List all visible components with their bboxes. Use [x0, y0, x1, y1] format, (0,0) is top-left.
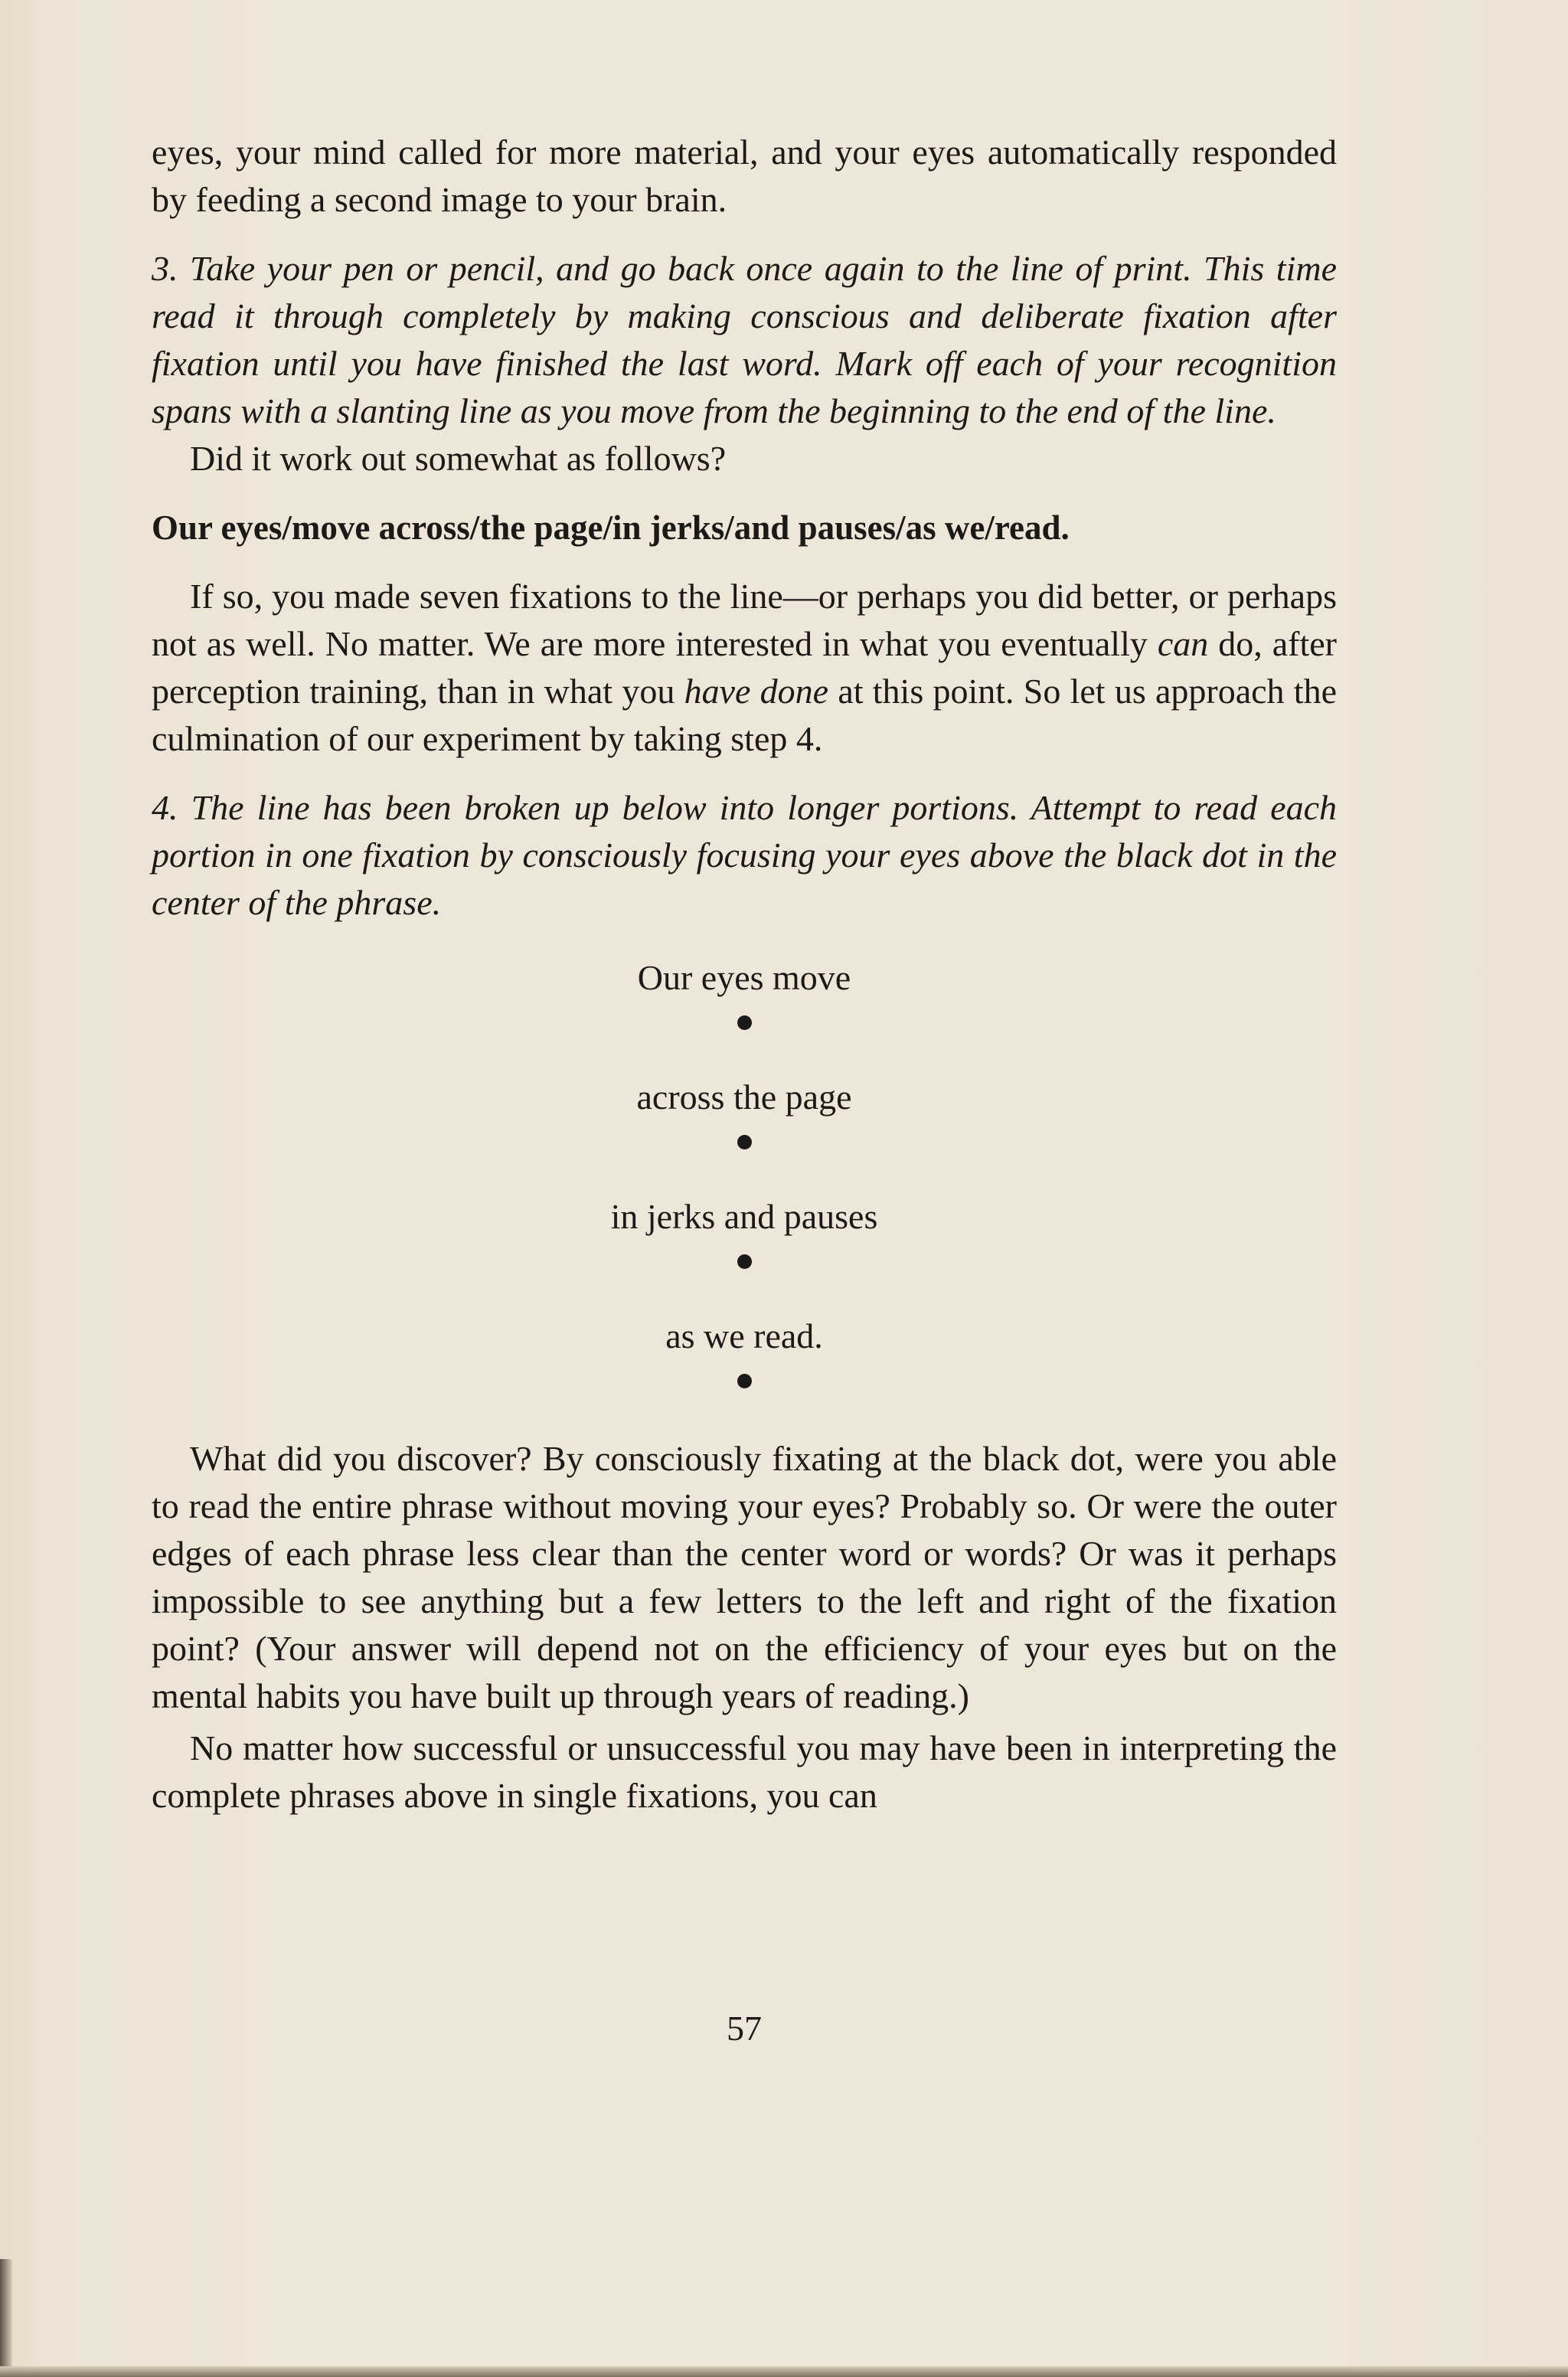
phrase-exercise: [152, 954, 1337, 1432]
phrase-4: as we read.: [665, 1316, 823, 1355]
phrase-3: in jerks and pauses: [610, 1197, 878, 1236]
fixation-dot-row: [152, 1002, 1337, 1074]
fixation-dot-icon: [737, 1135, 752, 1149]
emphasis-can: can: [1157, 624, 1209, 663]
example-line-marked: Our eyes/move across/the page/in jerks/and pauses/as we/read.: [152, 508, 1070, 547]
phrase-2: across the page: [636, 1077, 852, 1117]
page-number: 57: [727, 2009, 762, 2048]
text-run: If so, you made seven fixations to the line—or perhaps you did better, or perhaps not as well. No matter. We are more interested in what you eventually: [152, 577, 1337, 663]
fixation-dot-icon: [737, 1254, 752, 1269]
paragraph-fixations: [152, 573, 1337, 763]
paragraph-discover: What did you discover? By consciously fixating at the black dot, were you able to read the entire phrase without moving your eyes? Probably so. Or were the outer edges of each phrase less clear than the center word or words? Or was it perhaps impossible to see anything but a few letters to the left and right of the fixation point? (Your answer will depend not on the efficiency of your eyes but on the mental habits you have built up through years of reading.): [152, 1439, 1337, 1715]
page-shadow-bottom: [0, 2366, 1568, 2377]
text-run: do, after perception training, than in what you: [152, 624, 1337, 711]
fixation-dot-row: [152, 1121, 1337, 1193]
fixation-dot-icon: [737, 1374, 752, 1388]
paragraph-step-3: 3. Take your pen or pencil, and go back once again to the line of print. This time read it through completely by making conscious and deliberate fixation after fixation until you have finished the last word. Mark off each of your recognition spans with a slanting line as you move from the beginning to the end of the line.: [152, 249, 1337, 430]
fixation-dot-icon: [737, 1015, 752, 1030]
paragraph-continuation: eyes, your mind called for more material, and your eyes automatically responded by feeding a second image to your brain.: [152, 132, 1337, 219]
page-body: [152, 129, 1337, 1820]
page-shadow-left: [0, 2259, 12, 2377]
text-run: at this point. So let us approach the culmination of our experiment by taking step 4.: [152, 672, 1337, 758]
fixation-dot-row: [152, 1360, 1337, 1432]
emphasis-have-done: have done: [684, 672, 829, 711]
phrase-1: Our eyes move: [637, 958, 851, 997]
paragraph-conclusion: No matter how successful or unsuccessful you may have been in interpreting the complete phrases above in single fixations, you can: [152, 1728, 1337, 1815]
fixation-dot-row: [152, 1241, 1337, 1313]
paragraph-question: Did it work out somewhat as follows?: [190, 439, 727, 478]
paragraph-step-4: 4. The line has been broken up below into longer portions. Attempt to read each portion in one fixation by consciously focusing your eyes above the black dot in the center of the phrase.: [152, 788, 1337, 922]
